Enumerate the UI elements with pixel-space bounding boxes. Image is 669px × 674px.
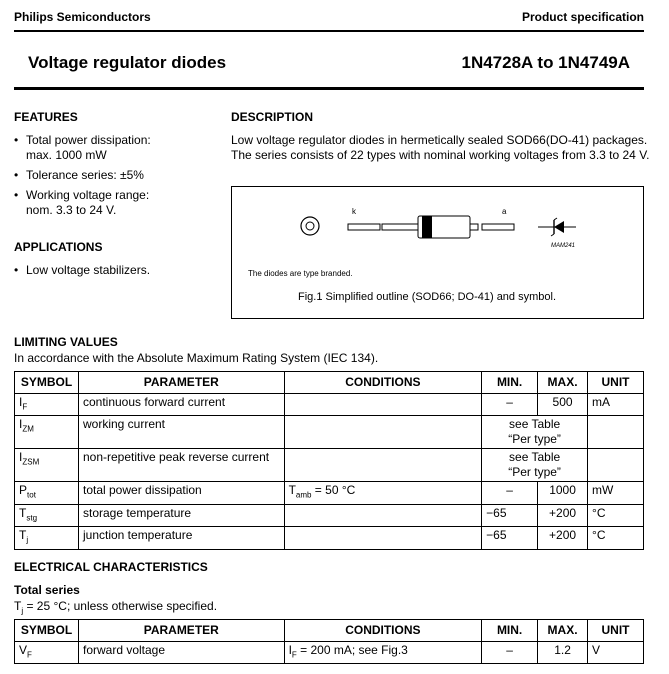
- right-lead: [482, 224, 514, 230]
- label-a: a: [502, 207, 507, 216]
- col-header: UNIT: [588, 372, 644, 394]
- min-cell: −65: [482, 504, 538, 526]
- applications-list: [14, 263, 214, 283]
- max-cell: 1.2: [538, 642, 588, 664]
- left-lead-inner: [382, 224, 418, 230]
- table-header-row: [15, 620, 644, 642]
- doc-type: Product specification: [521, 10, 644, 24]
- table-row: [15, 482, 644, 504]
- col-header: MAX.: [538, 372, 588, 394]
- parameter-cell: continuous forward current: [78, 394, 284, 416]
- see-table-cell: see Table “Per type”: [482, 416, 588, 449]
- feature-item: • Working voltage range: nom. 3.3 to 24 V.: [14, 188, 214, 218]
- max-cell: 500: [538, 394, 588, 416]
- label-k: k: [352, 207, 356, 216]
- min-cell: –: [482, 482, 538, 504]
- parameter-cell: working current: [78, 416, 284, 449]
- table-row: [15, 527, 644, 549]
- max-cell: +200: [538, 504, 588, 526]
- limiting-heading: LIMITING VALUES: [14, 335, 118, 349]
- title-rule: [14, 87, 644, 90]
- applications-heading: APPLICATIONS: [14, 240, 103, 254]
- feature-item: • Tolerance series: ±5%: [14, 168, 214, 183]
- table-row: [15, 449, 644, 482]
- col-header: MIN.: [482, 372, 538, 394]
- unit-cell: °C: [588, 527, 644, 549]
- parameter-cell: storage temperature: [78, 504, 284, 526]
- table-row: [15, 642, 644, 664]
- figure-box: [231, 186, 644, 319]
- symbol-bar-tip-top: [554, 218, 557, 220]
- col-header: SYMBOL: [15, 372, 79, 394]
- parameter-cell: non-repetitive peak reverse current: [78, 449, 284, 482]
- conditions-cell: [284, 527, 482, 549]
- col-header: SYMBOL: [15, 620, 79, 642]
- conditions-cell: $I_F = 200$ mA; see Fig.3: [284, 642, 482, 664]
- electrical-subheading: Total series: [14, 583, 80, 597]
- conditions-cell: [284, 416, 482, 449]
- col-header: CONDITIONS: [284, 620, 482, 642]
- col-header: CONDITIONS: [284, 372, 482, 394]
- col-header: MAX.: [538, 620, 588, 642]
- col-header: MIN.: [482, 620, 538, 642]
- figure-note: The diodes are type branded.: [248, 269, 353, 278]
- unit-cell: [588, 416, 644, 449]
- unit-cell: mW: [588, 482, 644, 504]
- table-header-row: [15, 372, 644, 394]
- conditions-cell: [284, 504, 482, 526]
- min-cell: −65: [482, 527, 538, 549]
- end-view-outer-circle: [301, 217, 319, 235]
- features-heading: FEATURES: [14, 110, 78, 124]
- conditions-cell: $T_{amb} = 50$ °C: [284, 482, 482, 504]
- symbol-cell: $V_F$: [15, 642, 79, 664]
- electrical-heading: ELECTRICAL CHARACTERISTICS: [14, 560, 208, 574]
- see-table-cell: see Table “Per type”: [482, 449, 588, 482]
- limiting-subtitle: In accordance with the Absolute Maximum Rating System (IEC 134).: [14, 351, 379, 365]
- parameter-cell: forward voltage: [78, 642, 284, 664]
- symbol-cell: $I_{ZSM}$: [15, 449, 79, 482]
- symbol-cell: $I_F$: [15, 394, 79, 416]
- unit-cell: mA: [588, 394, 644, 416]
- table-row: [15, 394, 644, 416]
- symbol-cell: $T_{stg}$: [15, 504, 79, 526]
- col-header: UNIT: [588, 620, 644, 642]
- description-text: Low voltage regulator diodes in hermetically sealed SOD66(DO-41) packages. The series consists of 22 types with nominal working voltages from 3.3 to 24 V.: [231, 133, 650, 162]
- col-header: PARAMETER: [78, 620, 284, 642]
- col-header: PARAMETER: [78, 372, 284, 394]
- unit-cell: [588, 449, 644, 482]
- conditions-cell: [284, 449, 482, 482]
- right-lead-stub: [470, 224, 478, 230]
- min-cell: –: [482, 642, 538, 664]
- page-title: Voltage regulator diodes: [28, 53, 227, 72]
- features-list: [14, 133, 214, 223]
- feature-item: • Total power dissipation: max. 1000 mW: [14, 133, 214, 163]
- parameter-cell: junction temperature: [78, 527, 284, 549]
- electrical-table: [14, 619, 644, 664]
- table-row: [15, 416, 644, 449]
- max-cell: +200: [538, 527, 588, 549]
- max-cell: 1000: [538, 482, 588, 504]
- parameter-cell: total power dissipation: [78, 482, 284, 504]
- symbol-cell: $I_{ZM}$: [15, 416, 79, 449]
- table-row: [15, 504, 644, 526]
- figure-caption: Fig.1 Simplified outline (SOD66; DO-41) and symbol.: [298, 291, 556, 303]
- application-item: • Low voltage stabilizers.: [14, 263, 214, 278]
- unit-cell: V: [588, 642, 644, 664]
- limiting-values-table: [14, 371, 644, 550]
- symbol-triangle: [554, 221, 564, 233]
- mam-code: MAM241: [551, 243, 576, 249]
- end-view-inner-circle: [306, 222, 314, 230]
- electrical-conditions: $T_j = 25$ °C; unless otherwise specified.: [14, 599, 218, 616]
- part-range: 1N4728A to 1N4749A: [461, 53, 630, 72]
- unit-cell: °C: [588, 504, 644, 526]
- cathode-band: [422, 216, 432, 238]
- min-cell: –: [482, 394, 538, 416]
- symbol-cell: $T_j$: [15, 527, 79, 549]
- description-heading: DESCRIPTION: [231, 110, 314, 124]
- header-rule: [14, 30, 644, 32]
- symbol-cell: $P_{tot}$: [15, 482, 79, 504]
- conditions-cell: [284, 394, 482, 416]
- company-name: Philips Semiconductors: [14, 10, 151, 24]
- symbol-bar-tip-bottom: [551, 234, 554, 236]
- left-lead: [348, 224, 380, 230]
